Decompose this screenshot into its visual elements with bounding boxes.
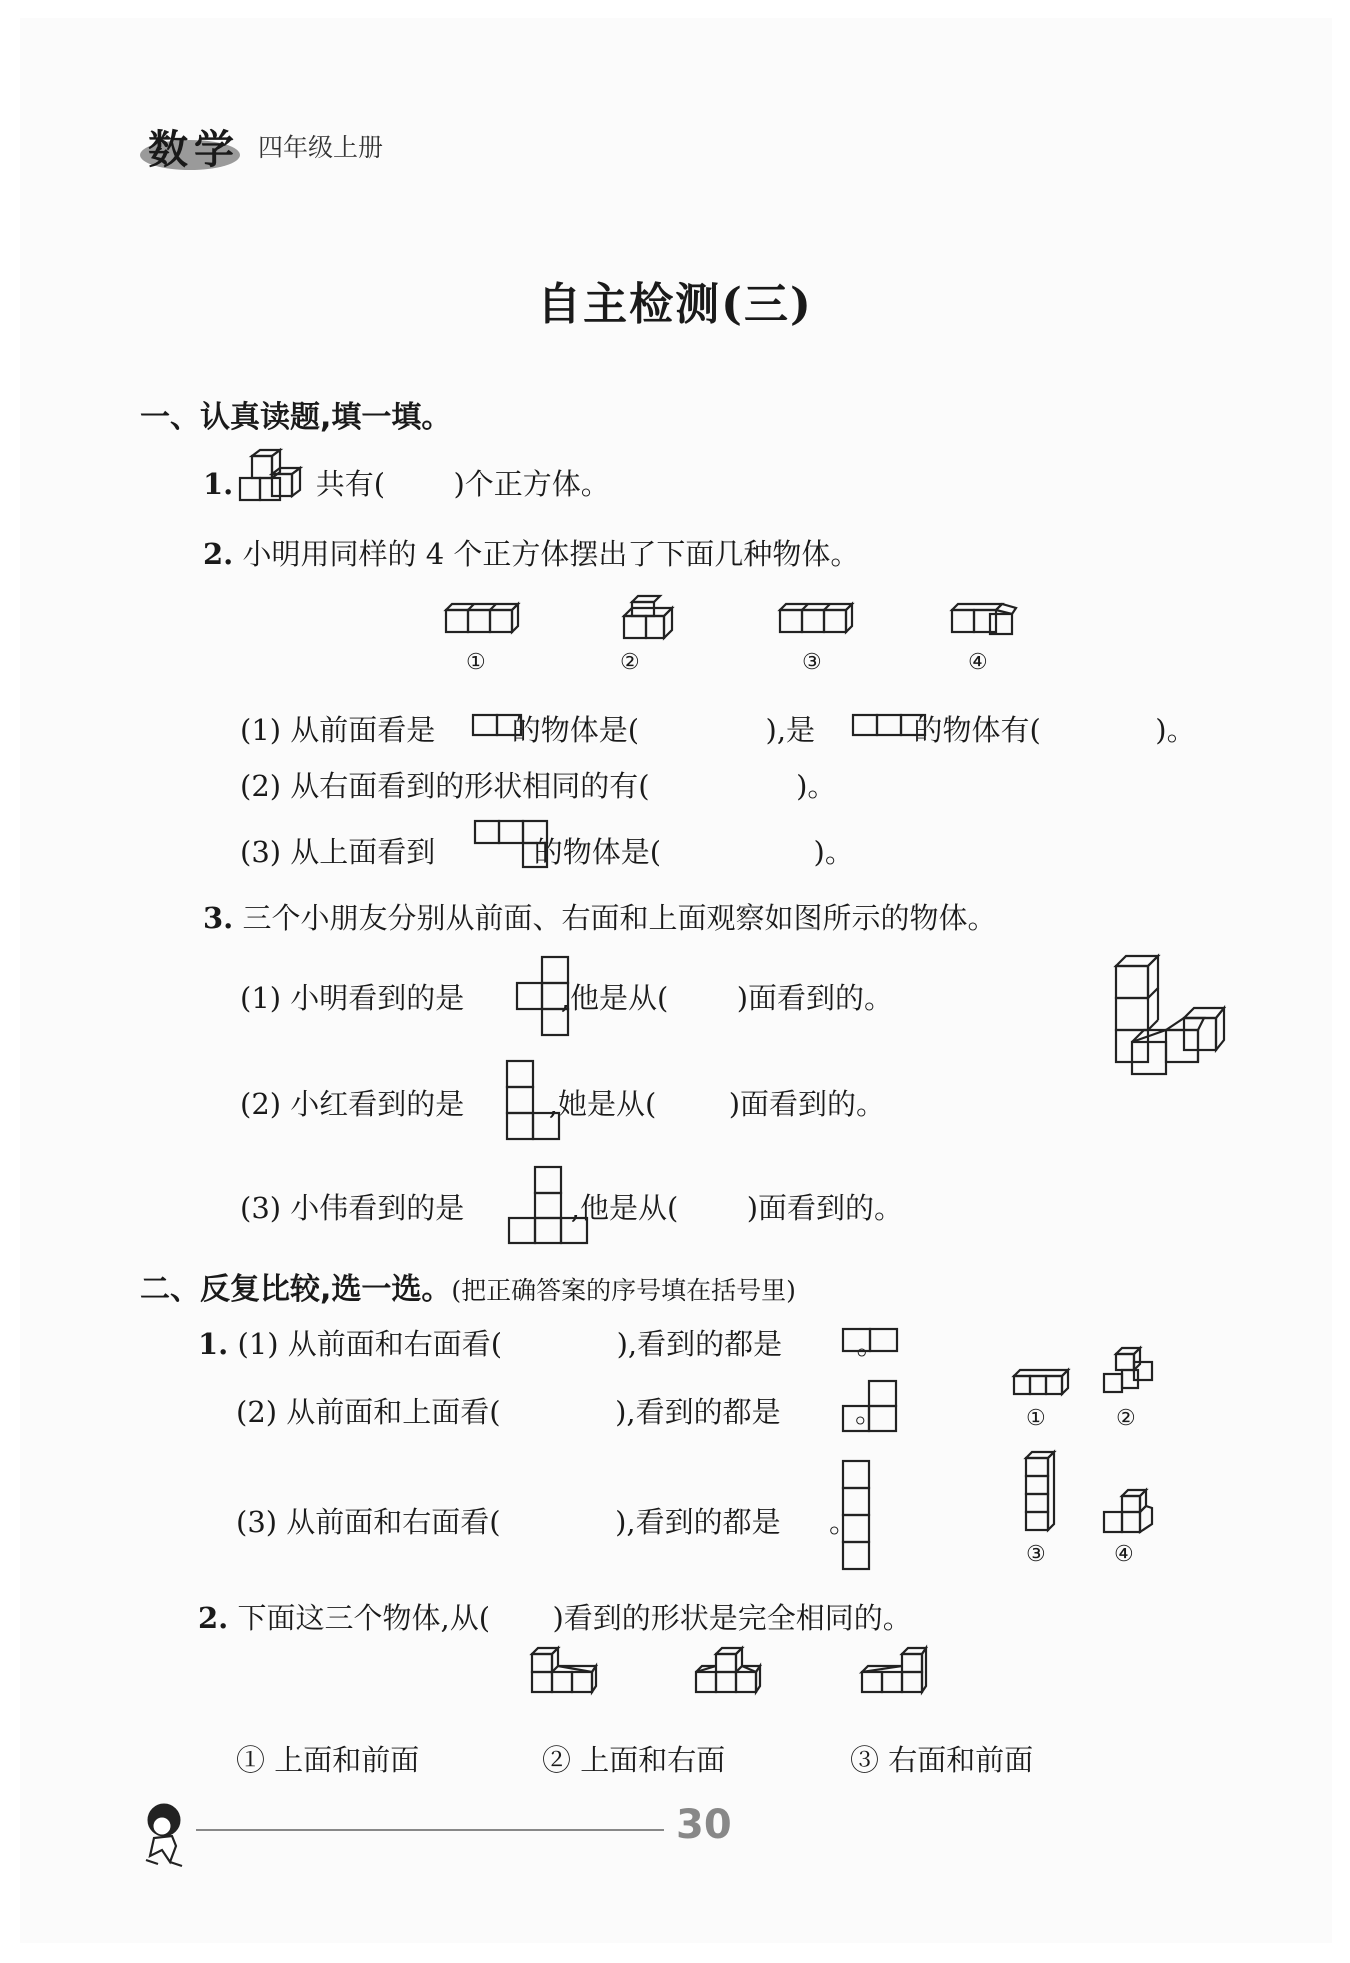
q1-2-object-3	[778, 600, 852, 640]
q1-2-text	[203, 532, 859, 573]
sub-text: (2) 从前面和上面看(	[236, 1395, 501, 1429]
q1-1-text-after: )个正方体。	[453, 467, 610, 501]
sub-text: 的物体有(	[913, 713, 1041, 747]
q2-1-sub2	[236, 1390, 884, 1431]
view-two-squares	[472, 714, 522, 736]
top-view-shape	[474, 820, 548, 870]
footer-rule	[196, 1829, 664, 1831]
answer-shape-1	[842, 1328, 898, 1352]
q1-2-object-2	[622, 596, 672, 644]
page-number: 30	[676, 1802, 732, 1848]
q2-2-option-3: ③ 右面和前面	[850, 1743, 1034, 1777]
sub-text: (3) 小伟看到的是	[240, 1191, 465, 1225]
q2-object-label-3: ③	[1026, 1542, 1046, 1567]
answer-shape-2	[842, 1380, 898, 1432]
object-label-1: ①	[466, 650, 486, 675]
sub-text: (2) 小红看到的是	[240, 1087, 465, 1121]
sub-text: ),看到的都是	[615, 1505, 781, 1539]
q2-2-object-3	[860, 1646, 926, 1696]
q2-2-object-1	[530, 1646, 596, 1696]
page-title: 自主检测(三)	[537, 279, 813, 330]
q1-3-sub2	[240, 1082, 885, 1123]
sub-text: )面看到的。	[728, 1087, 886, 1121]
q1-3-prompt: 三个小朋友分别从前面、右面和上面观察如图所示的物体。	[242, 901, 997, 935]
q2-2-option-1: ① 上面和前面	[236, 1743, 420, 1777]
q2-2-object-2	[694, 1646, 760, 1696]
sub-text: 的物体是(	[511, 713, 640, 747]
q1-1-text-before: 共有(	[315, 467, 386, 501]
view-shape-2	[506, 1060, 560, 1140]
question-number: 1.	[198, 1327, 229, 1361]
q2-object-label-4: ④	[1114, 1542, 1134, 1567]
q2-2-text-before: 下面这三个物体,从(	[237, 1601, 491, 1635]
q1-2-object-1	[444, 600, 518, 640]
sub-text: )。	[1155, 713, 1196, 747]
question-number: 3.	[203, 901, 234, 935]
q1-2-object-4	[950, 600, 1016, 640]
q2-2-text	[198, 1596, 912, 1637]
view-three-squares	[852, 714, 926, 736]
question-number: 1.	[203, 467, 234, 501]
q2-2-text-after: )看到的形状是完全相同的。	[552, 1601, 912, 1635]
section2-heading-line	[140, 1264, 796, 1308]
sub-text: (1) 小明看到的是	[240, 981, 465, 1015]
q2-object-label-1: ①	[1026, 1406, 1046, 1431]
sub-text: ,他是从(	[560, 981, 669, 1015]
q2-2-option-2: ② 上面和右面	[542, 1743, 726, 1777]
q2-object-2	[1100, 1346, 1156, 1398]
sub-text: 的物体是(	[533, 835, 662, 869]
section1-heading: 一、认真读题,填一填。	[140, 400, 452, 435]
question-number: 2.	[203, 537, 234, 571]
sub-text: 。	[855, 1395, 885, 1429]
q1-2-sub2	[240, 764, 836, 805]
view-shape-1	[516, 956, 572, 1036]
q2-1-sub1	[198, 1322, 886, 1363]
question-number: 2.	[198, 1601, 229, 1635]
sub-text: (1) 从前面和右面看(	[237, 1327, 503, 1361]
sub-text: (3) 从前面和右面看(	[236, 1505, 501, 1539]
sub-text: (1) 从前面看是	[240, 713, 436, 747]
sub-text: (3) 从上面看到	[240, 835, 436, 869]
view-shape-3	[508, 1166, 588, 1244]
cartoon-mascot-icon	[136, 1800, 196, 1870]
q2-object-3	[1024, 1450, 1060, 1534]
q1-3-text	[203, 896, 997, 937]
sub-text: )。	[796, 769, 837, 803]
q1-3-cube-stack	[1114, 954, 1224, 1078]
sub-text: ,他是从(	[570, 1191, 679, 1225]
sub-text: )面看到的。	[736, 981, 894, 1015]
q2-object-1	[1012, 1366, 1068, 1398]
q2-1-sub3	[236, 1500, 858, 1541]
section2-note: (把正确答案的序号填在括号里)	[451, 1276, 796, 1305]
sub-text: 。	[856, 1327, 886, 1361]
sub-text: )。	[813, 835, 854, 869]
sub-text: ),是	[765, 713, 816, 747]
sub-text: )面看到的。	[746, 1191, 904, 1225]
sub-text: ,她是从(	[548, 1087, 657, 1121]
q2-object-label-2: ②	[1116, 1406, 1136, 1431]
q1-2-sub1	[240, 708, 1196, 749]
subject-label: 数学	[148, 127, 240, 173]
grade-label: 四年级上册	[258, 133, 384, 162]
sub-text: ),看到的都是	[615, 1395, 781, 1429]
section2-heading: 二、反复比较,选一选。	[140, 1272, 452, 1307]
sub-text: (2) 从右面看到的形状相同的有(	[240, 769, 650, 803]
q1-1-cube-figure	[238, 450, 300, 510]
q2-object-4	[1100, 1488, 1158, 1536]
answer-shape-3	[842, 1460, 870, 1570]
sub-text: ),看到的都是	[616, 1327, 783, 1361]
object-label-4: ④	[968, 650, 988, 675]
object-label-2: ②	[620, 650, 640, 675]
object-label-3: ③	[802, 650, 822, 675]
q1-2-prompt: 小明用同样的 4 个正方体摆出了下面几种物体。	[242, 537, 860, 571]
sub-text: 。	[829, 1505, 859, 1539]
